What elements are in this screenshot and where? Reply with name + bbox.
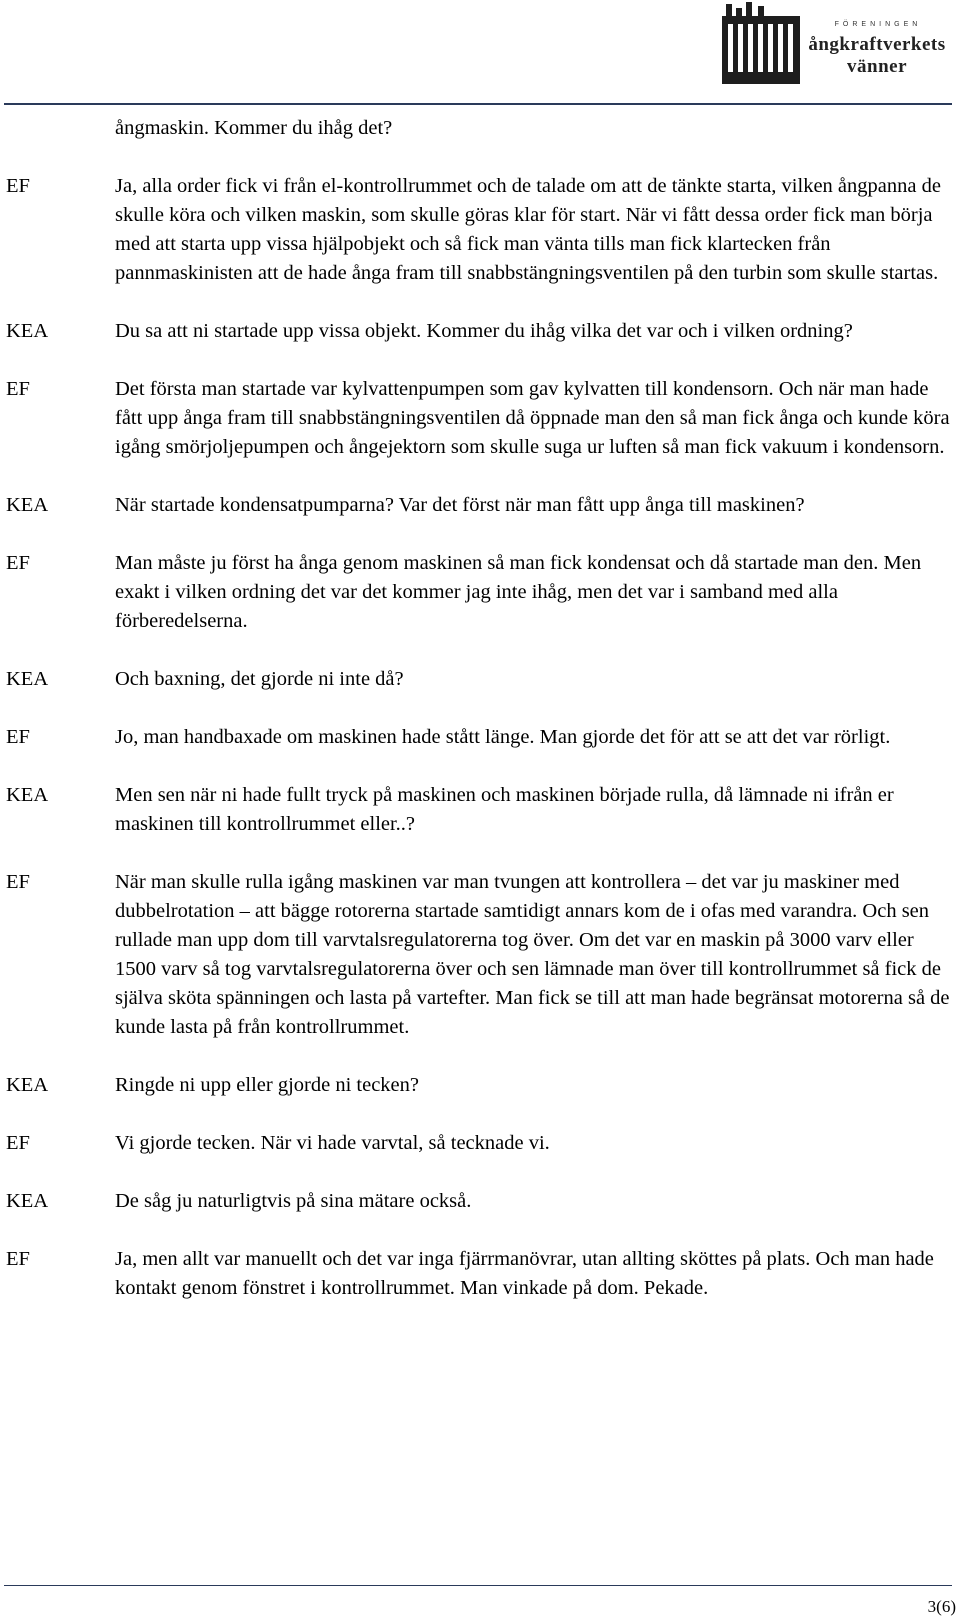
logo-name-line-2: vänner	[847, 56, 907, 77]
power-plant-logo-icon	[720, 2, 804, 86]
transcript-entry	[0, 723, 960, 752]
speech-text: Man måste ju först ha ånga genom maskinen så man fick kondensat och då startade man den. Men exakt i vilken ordning det var det kommer jag inte ihåg, men det var i samband med alla förberedelserna.	[115, 552, 922, 632]
speech-text: Ja, alla order fick vi från el-kontrollrummet och de talade om att de tänkte starta, vilken ångpanna de skulle köra och vilken maskin, som skulle göras klar för start. När vi fått dessa order fick man börja med att starta upp vissa hjälpobjekt och så fick man vänta tills man fick klartecken från pannmaskinisten att de hade ånga fram till snabbstängningsventilen på den turbin som skulle startas.	[115, 175, 941, 284]
speaker-label: EF	[6, 552, 30, 574]
transcript-entry	[0, 1245, 960, 1303]
continued-text: ångmaskin. Kommer du ihåg det?	[115, 117, 393, 139]
transcript-entry	[0, 491, 960, 520]
footer-divider	[4, 1585, 952, 1586]
logo-kicker-text: FÖRENINGEN	[834, 21, 922, 28]
speech-text: När man skulle rulla igång maskinen var man tvungen att kontrollera – det var ju maskiner med dubbelrotation – att bägge rotorerna startade samtidigt annars kom de i ofas med varandra. Och sen rullade man upp dom till varvtalsregulatorerna tog över. Om det var en maskin på 3000 varv eller 1500 varv så tog varvtalsregulatorerna över och sen lämnade man över till kontrollrummet så fick de själva sköta spänningen och lasta på vartefter. Man fick se till att man hade begränsat motorerna så de kunde lasta på från kontrollrummet.	[115, 871, 950, 1038]
logo-name-line-1: ångkraftverkets	[808, 34, 946, 55]
header-divider	[4, 103, 952, 105]
speech-text: Men sen när ni hade fullt tryck på maskinen och maskinen började rulla, då lämnade ni ifrån er maskinen till kontrollrummet eller..?	[115, 784, 894, 835]
speech-text: Jo, man handbaxade om maskinen hade stått länge. Man gjorde det för att se att det var rörligt.	[115, 726, 891, 748]
speech-text: Du sa att ni startade upp vissa objekt. Kommer du ihåg vilka det var och i vilken ordning?	[115, 320, 853, 342]
speaker-label: KEA	[6, 494, 49, 516]
transcript-entry	[0, 1071, 960, 1100]
speech-text: Det första man startade var kylvattenpumpen som gav kylvatten till kondensorn. Och när man hade fått upp ånga fram till snabbstängningsventilen då öppnade man den så man fick ånga och kunde köra igång smörjoljepumpen och ångejektorn som skulle suga ur luften så man fick vakuum i kondensorn.	[115, 378, 950, 458]
transcript-entry	[0, 317, 960, 346]
speech-text: Ringde ni upp eller gjorde ni tecken?	[115, 1074, 419, 1096]
transcript-entry	[0, 172, 960, 288]
transcript-entry	[0, 1187, 960, 1216]
transcript-entry	[0, 868, 960, 1042]
speaker-label: KEA	[6, 784, 49, 806]
speaker-label: KEA	[6, 668, 49, 690]
speaker-label: KEA	[6, 320, 49, 342]
speech-text: När startade kondensatpumparna? Var det först när man fått upp ånga till maskinen?	[115, 494, 805, 516]
speaker-label: EF	[6, 1248, 30, 1270]
speaker-label: EF	[6, 1132, 30, 1154]
speech-text: Och baxning, det gjorde ni inte då?	[115, 668, 404, 690]
interview-transcript	[0, 114, 960, 1332]
speaker-label: EF	[6, 175, 30, 197]
speech-text: De såg ju naturligtvis på sina mätare också.	[115, 1190, 472, 1212]
transcript-entry	[0, 549, 960, 636]
association-logo	[720, 0, 950, 90]
speech-text: Ja, men allt var manuellt och det var inga fjärrmanövrar, utan allting sköttes på plats. Och man hade kontakt genom fönstret i kontrollrummet. Man vinkade på dom. Pekade.	[115, 1248, 934, 1299]
transcript-entry	[0, 665, 960, 694]
speaker-label: EF	[6, 871, 30, 893]
speaker-label: KEA	[6, 1074, 49, 1096]
page-number: 3(6)	[927, 1597, 956, 1616]
transcript-entry	[0, 375, 960, 462]
speech-text: Vi gjorde tecken. När vi hade varvtal, så tecknade vi.	[115, 1132, 550, 1154]
transcript-entry	[0, 781, 960, 839]
speaker-label: EF	[6, 726, 30, 748]
speaker-label: EF	[6, 378, 30, 400]
speaker-label: KEA	[6, 1190, 49, 1212]
transcript-entry	[0, 1129, 960, 1158]
